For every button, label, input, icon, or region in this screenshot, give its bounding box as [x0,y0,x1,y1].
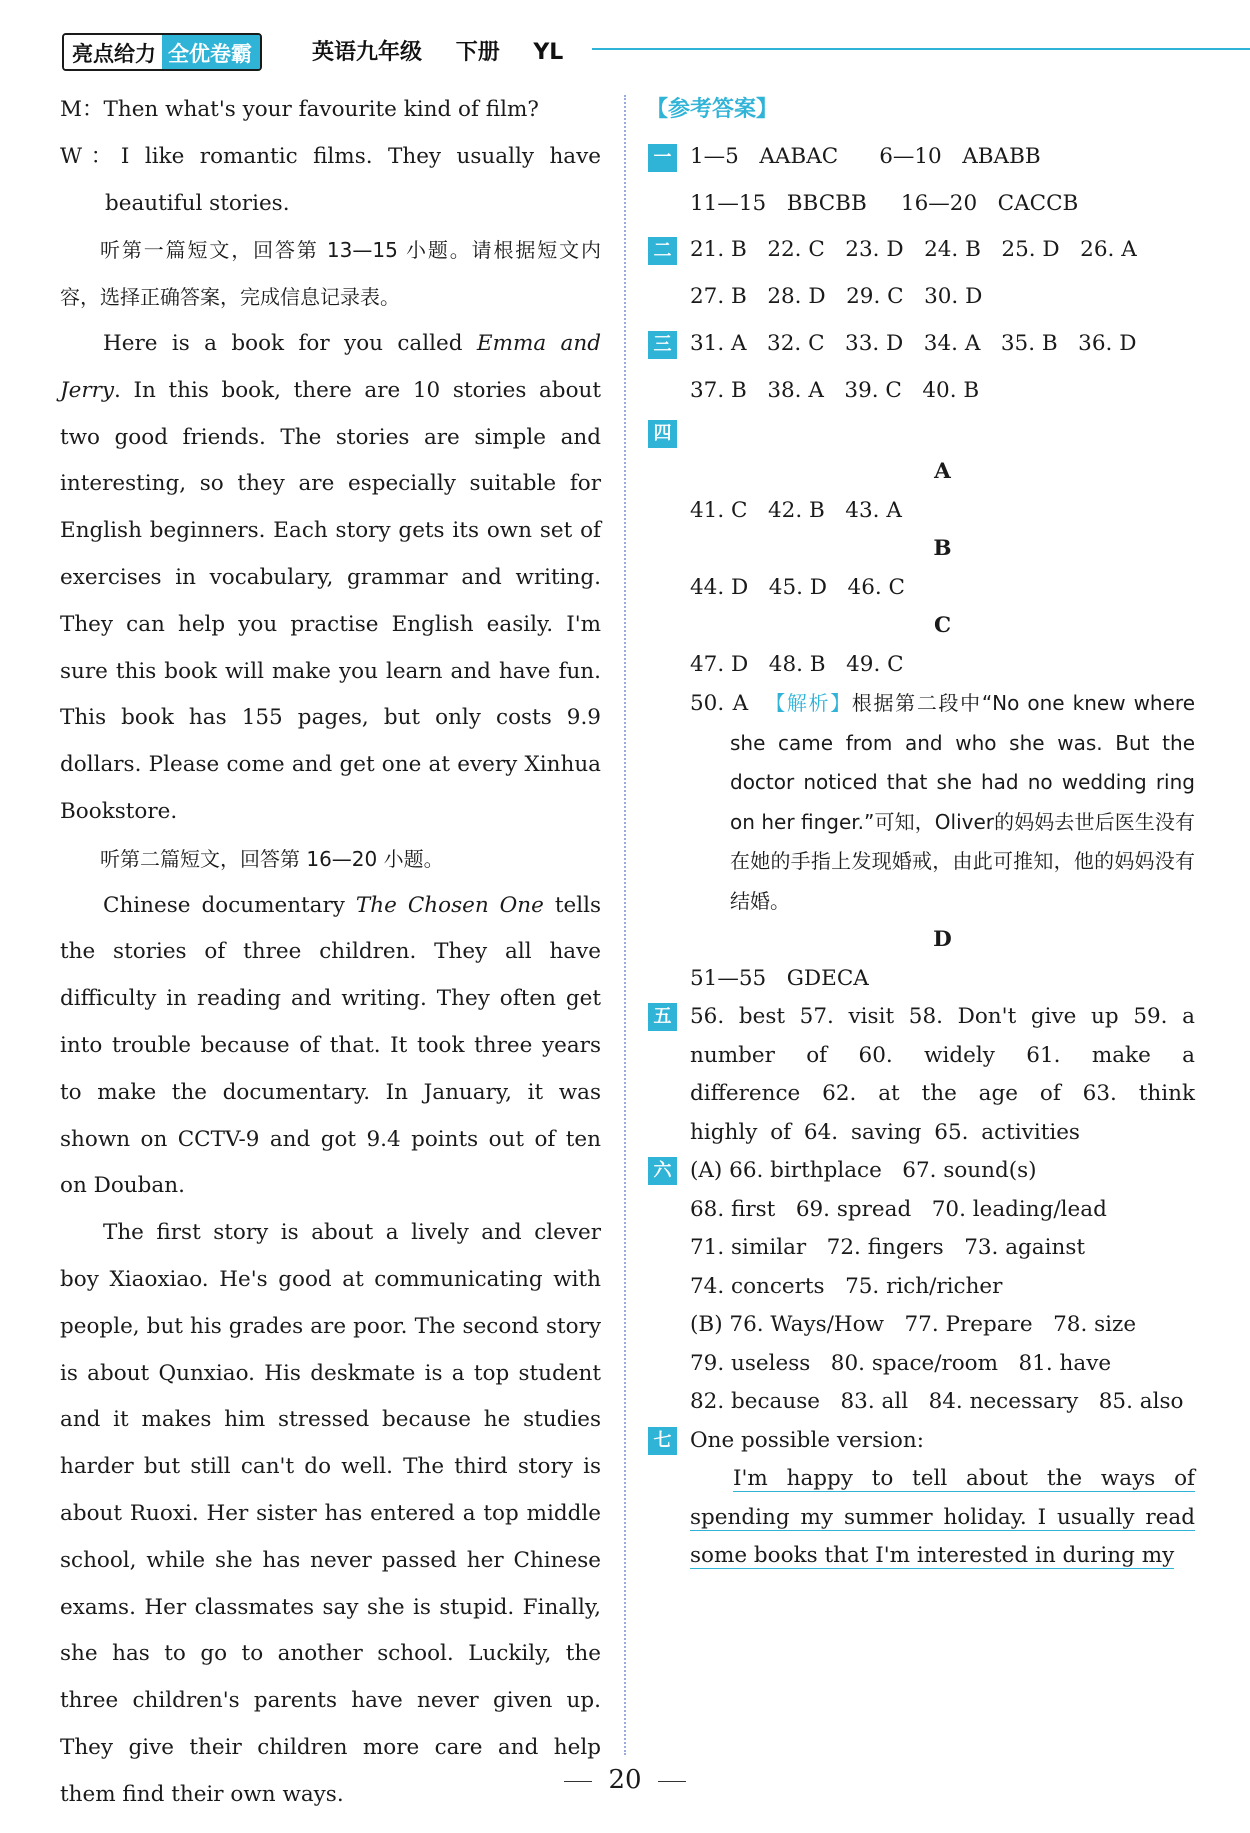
passage-2-para-2: The first story is about a lively and clever boy Xiaoxiao. He's good at communicating with people, but his grades are poor. The second story is about Qunxiao. His deskmate is a top student and it makes him stressed because he studies harder but still can't do well. The third story is about Ruoxi. Her sister has entered a top middle school, while she has never passed her Chinese exams. Her classmates say she is stupid. Finally, she has to go to another school. Luckily, the three children's parents have never given up. They give their children more care and help them find their own ways. [60,1220,601,1807]
section-3-line-2: 37. B 38. A 39. C 40. B [690,377,980,403]
page-number-value: 20 [608,1765,642,1795]
section-5-answers: 56. best 57. visit 58. Don't give up 59. a number of 60. widely 61. make a difference 62. at the age of 63. think highly of 64. saving 65. activities [690,1004,1195,1145]
section-7 [650,1422,1195,1576]
passage-2-text-a: Chinese documentary [103,892,356,918]
header-subject: 英语九年级 [312,40,423,65]
documentary-title: The Chosen One [355,892,544,918]
part-c-heading: C [933,613,952,639]
section-4-badge: 四 [648,420,677,448]
brand-series: 全优卷霸 [162,35,260,69]
book-title: Emma and Jerry [60,330,601,403]
section-2 [650,227,1195,321]
section-6-line-7: 82. because 83. all 84. necessary 85. also [690,1389,1184,1415]
analysis-label: 【解析】 [765,691,852,716]
answers-title: 【参考答案】 [646,97,779,122]
dialogue-line-m: M：Then what's your favourite kind of film? [60,97,539,122]
section-6-line-5: (B) 76. Ways/How 77. Prepare 78. size [690,1312,1137,1338]
essay-text [690,1460,1195,1576]
section-5-badge: 五 [648,1003,677,1031]
brand-logo [62,33,262,71]
header-title [312,35,589,66]
section-2-line-2: 27. B 28. D 29. C 30. D [690,284,983,310]
section-3-line-1: 31. A 32. C 33. D 34. A 35. B 36. D [690,330,1137,356]
brand-name: 亮点给力 [64,35,162,69]
answer-50-value: 50. A [690,691,749,717]
section-6-line-3: 71. similar 72. fingers 73. against [690,1235,1086,1261]
right-column [646,87,1195,1576]
passage-2-para-1 [60,883,601,1211]
instruction-passage-2: 听第二篇短文，回答第 16—20 小题。 [100,846,444,871]
section-4 [650,415,1195,999]
page-number-dash-left [564,1781,592,1782]
section-1-line-1: 1—5 AABAC 6—10 ABABB [690,143,1041,169]
passage-1 [60,321,601,836]
section-3 [650,321,1195,415]
part-b-heading: B [933,536,952,562]
section-5 [650,998,1195,1152]
section-2-badge: 二 [648,237,677,265]
section-1 [650,134,1195,228]
section-4-spacer [690,415,1195,454]
section-6-line-4: 74. concerts 75. rich/richer [690,1273,1003,1299]
part-d-answers: 51—55 GDECA [690,965,869,991]
section-1-badge: 一 [648,144,677,172]
section-6-badge: 六 [648,1157,677,1185]
column-divider [624,95,626,1755]
section-6 [650,1152,1195,1422]
page-header [62,33,1192,73]
part-c-answers: 47. D 48. B 49. C [690,651,904,677]
section-2-line-1: 21. B 22. C 23. D 24. B 25. D 26. A [690,237,1137,263]
passage-1-text-b: . In this book, there are 10 stories about two good friends. The stories are simple and interesting, so they are especially suitable for English beginners. Each story gets its own set of exercises in vocabulary, grammar and writing. They can help you practise English easily. I'm sure this book will make you learn and have fun. This book has 155 pages, but only costs 9.9 dollars. Please come and get one at every Xinhua Bookstore. [60,377,601,824]
section-1-line-2: 11—15 BBCBB 16—20 CACCB [690,190,1079,216]
section-7-badge: 七 [648,1427,677,1455]
section-6-line-1: (A) 66. birthplace 67. sound(s) [690,1158,1037,1184]
analysis-text: 根据第二段中“No one knew where she came from and who she was. But the doctor noticed that she had no wedding ring on her finger.”可知，Oliver的妈妈去世后医生没有在她的手指上发现婚戒，由此可推知，他的妈妈没有结婚。 [730,691,1195,913]
left-column [60,87,601,1818]
essay-heading: One possible version: [690,1427,924,1453]
answer-50 [690,684,1195,921]
header-edition: YL [533,40,564,65]
dialogue-line-w: W：I like romantic films. They usually have beautiful stories. [60,143,601,216]
instruction-passage-1: 听第一篇短文，回答第 13—15 小题。请根据短文内容，选择正确答案，完成信息记录表。 [60,238,601,310]
part-b-answers: 44. D 45. D 46. C [690,574,906,600]
page-number-dash-right [658,1781,686,1782]
essay-text-body: I'm happy to tell about the ways of spending my summer holiday. I usually read some books that I'm interested in during my [690,1466,1195,1569]
passage-2-text-b: tells the stories of three children. They all have difficulty in reading and writing. They often get into trouble because of that. It took three years to make the documentary. In January, it was shown on CCTV-9 and got 9.4 points out of ten on Douban. [60,892,601,1199]
page-number [0,1765,1250,1795]
part-a-heading: A [934,459,951,485]
passage-1-text-a: Here is a book for you called [103,330,477,356]
section-6-line-2: 68. first 69. spread 70. leading/lead [690,1196,1107,1222]
section-3-badge: 三 [648,331,677,359]
header-volume: 下册 [455,40,500,65]
section-6-line-6: 79. useless 80. space/room 81. have [690,1350,1112,1376]
part-a-answers: 41. C 42. B 43. A [690,497,902,523]
header-rule [592,48,1250,50]
part-d-heading: D [933,927,952,953]
